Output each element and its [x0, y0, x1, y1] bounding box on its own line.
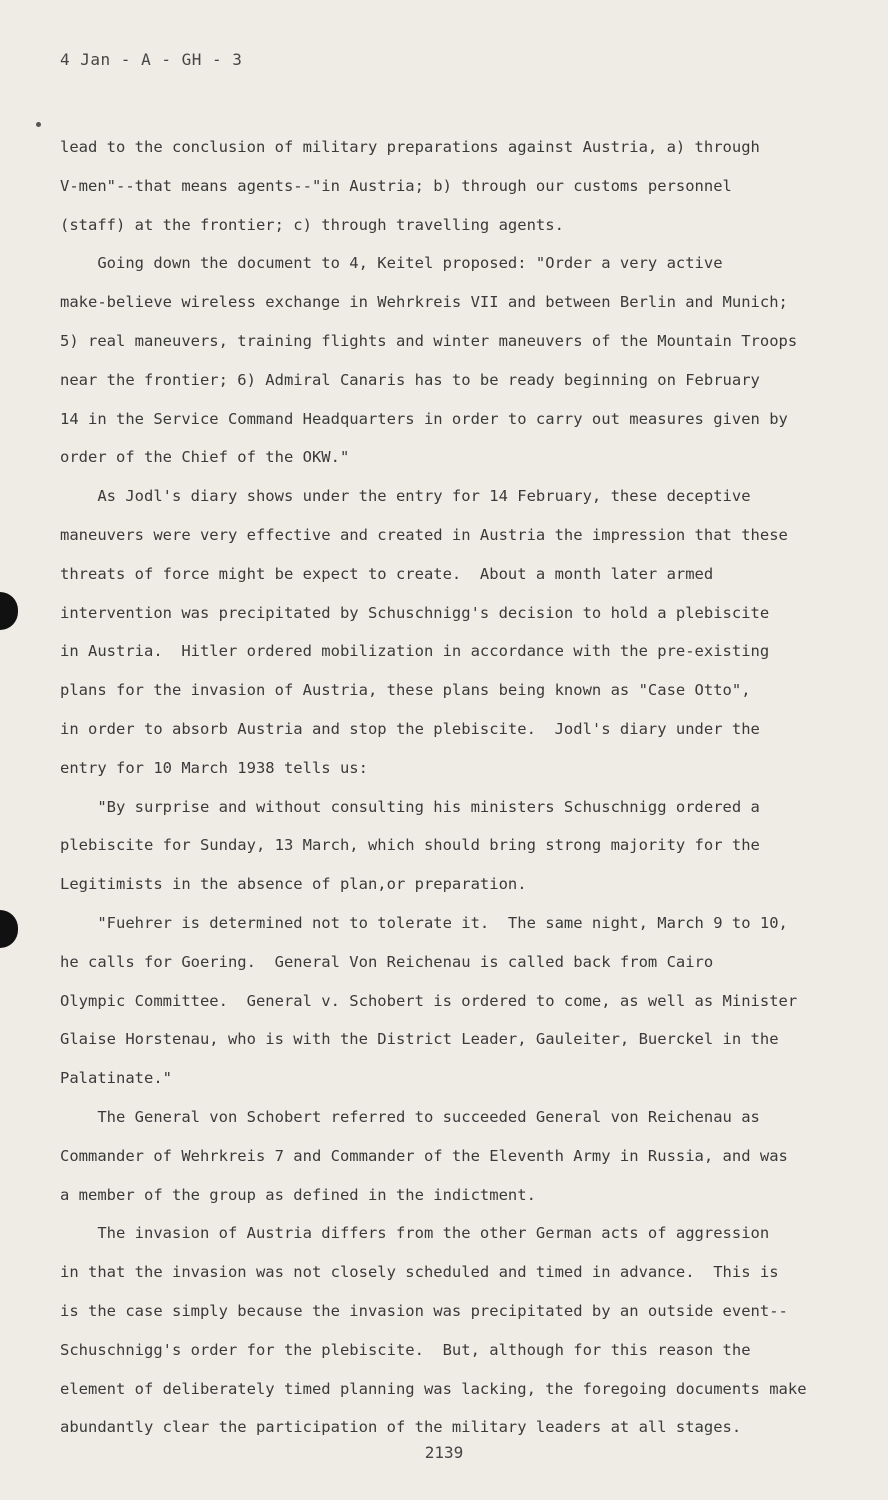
text-line: (staff) at the frontier; c) through travelling agents.: [60, 215, 564, 234]
text-line: near the frontier; 6) Admiral Canaris has to be ready beginning on February: [60, 370, 760, 389]
text-line: make-believe wireless exchange in Wehrkreis VII and between Berlin and Munich;: [60, 293, 788, 312]
text-line: abundantly clear the participation of the military leaders at all stages.: [60, 1418, 742, 1437]
text-line: element of deliberately timed planning was lacking, the foregoing documents make: [60, 1379, 807, 1398]
text-line: 14 in the Service Command Headquarters in order to carry out measures given by: [60, 409, 788, 428]
binder-hole: [0, 592, 18, 630]
text-line: in order to absorb Austria and stop the plebiscite. Jodl's diary under the: [60, 719, 760, 738]
text-line: The General von Schobert referred to succeeded General von Reichenau as: [60, 1107, 760, 1126]
body-text: [60, 128, 840, 1447]
text-line: a member of the group as defined in the indictment.: [60, 1185, 536, 1204]
text-line: he calls for Goering. General Von Reichenau is called back from Cairo: [60, 952, 714, 971]
text-line: Commander of Wehrkreis 7 and Commander of the Eleventh Army in Russia, and was: [60, 1146, 788, 1165]
text-line: entry for 10 March 1938 tells us:: [60, 758, 368, 777]
page-number: 2139: [424, 1443, 464, 1462]
text-line: Schuschnigg's order for the plebiscite. But, although for this reason the: [60, 1340, 751, 1359]
text-line: order of the Chief of the OKW.": [60, 448, 350, 467]
text-line: maneuvers were very effective and created in Austria the impression that these: [60, 525, 788, 544]
text-line: in Austria. Hitler ordered mobilization in accordance with the pre-existing: [60, 642, 770, 661]
text-line: plans for the invasion of Austria, these plans being known as "Case Otto",: [60, 681, 751, 700]
text-line: V-men"--that means agents--"in Austria; b) through our customs personnel: [60, 176, 732, 195]
ink-mark: [36, 122, 41, 127]
binder-hole: [0, 910, 18, 948]
text-line: plebiscite for Sunday, 13 March, which should bring strong majority for the: [60, 836, 760, 855]
text-line: Legitimists in the absence of plan,or preparation.: [60, 875, 527, 894]
text-line: lead to the conclusion of military preparations against Austria, a) through: [60, 138, 760, 156]
text-line: As Jodl's diary shows under the entry for 14 February, these deceptive: [60, 487, 751, 506]
text-line: "By surprise and without consulting his ministers Schuschnigg ordered a: [60, 797, 760, 816]
text-line: Going down the document to 4, Keitel proposed: "Order a very active: [60, 254, 723, 273]
text-line: The invasion of Austria differs from the other German acts of aggression: [60, 1224, 770, 1243]
page-header: 4 Jan - A - GH - 3: [60, 50, 243, 69]
text-line: Olympic Committee. General v. Schobert is ordered to come, as well as Minister: [60, 991, 798, 1010]
text-line: intervention was precipitated by Schuschnigg's decision to hold a plebiscite: [60, 603, 770, 622]
text-line: threats of force might be expect to create. About a month later armed: [60, 564, 714, 583]
text-line: Glaise Horstenau, who is with the District Leader, Gauleiter, Buerckel in the: [60, 1030, 779, 1049]
text-line: Palatinate.": [60, 1069, 172, 1088]
text-line: 5) real maneuvers, training flights and winter maneuvers of the Mountain Troops: [60, 331, 798, 350]
text-line: "Fuehrer is determined not to tolerate it. The same night, March 9 to 10,: [60, 913, 788, 932]
text-line: in that the invasion was not closely scheduled and timed in advance. This is: [60, 1263, 779, 1282]
text-line: is the case simply because the invasion was precipitated by an outside event--: [60, 1301, 788, 1320]
